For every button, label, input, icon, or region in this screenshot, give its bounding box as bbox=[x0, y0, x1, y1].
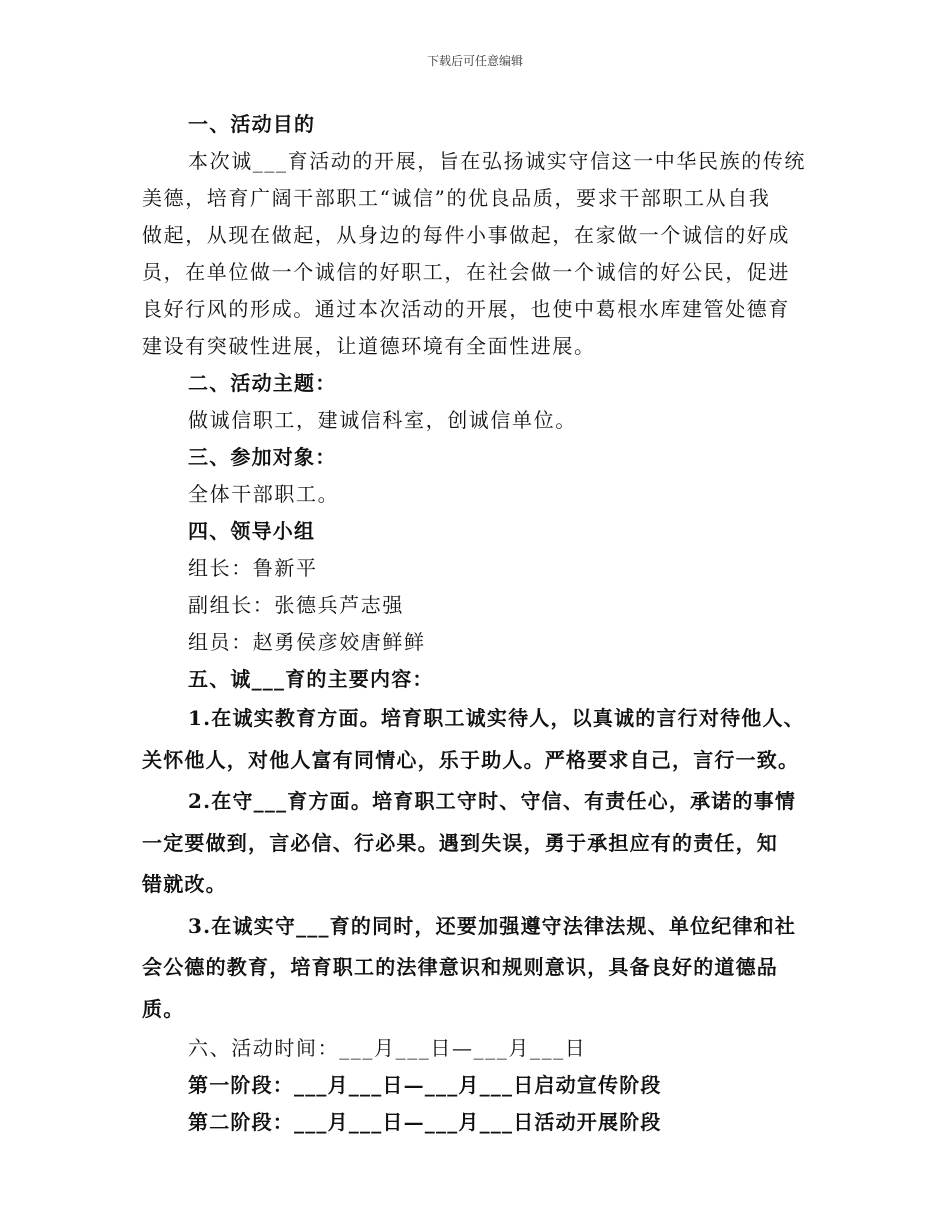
group-members: 组员：赵勇侯彦姣唐鲜鲜 bbox=[188, 630, 426, 654]
text-line: 美德，培育广阔干部职工“诚信”的优良品质，要求干部职工从自我 bbox=[142, 186, 771, 210]
content-item-2 bbox=[142, 781, 832, 906]
text-line: 良好行风的形成。通过本次活动的开展，也使中葛根水库建管处德育 bbox=[142, 297, 790, 321]
text-line: 做起，从现在做起，从身边的每件小事做起，在家做一个诚信的好成 bbox=[142, 223, 790, 247]
document-body bbox=[142, 106, 832, 1141]
text-line: 本次诚___育活动的开展，旨在弘扬诚实守信这一中华民族的传统 bbox=[188, 149, 806, 173]
text-line: 1.在诚实教育方面。培育职工诚实待人，以真诚的言行对待他人、 bbox=[188, 706, 805, 730]
text-line: 2.在守___育方面。培育职工守时、守信、有责任心，承诺的事情 bbox=[188, 789, 797, 813]
text-line: 错就改。 bbox=[142, 872, 227, 896]
text-line: 会公德的教育，培育职工的法律意识和规则意识，具备良好的道德品 bbox=[142, 955, 778, 979]
content-item-1 bbox=[142, 698, 832, 781]
heading-main-content: 五、诚___育的主要内容： bbox=[188, 667, 434, 691]
text-line: 关怀他人，对他人富有同情心，乐于助人。严格要求自己，言行一致。 bbox=[142, 747, 800, 772]
text-line: 一定要做到，言必信、行必果。遇到失误，勇于承担应有的责任，知 bbox=[142, 830, 778, 855]
page-header: 下载后可任意编辑 bbox=[426, 54, 523, 68]
activity-time: 六、活动时间：___月___日—___月___日 bbox=[188, 1036, 587, 1060]
content-item-3 bbox=[142, 906, 832, 1031]
heading-participants: 三、参加对象： bbox=[188, 445, 337, 469]
activity-theme-text: 做诚信职工，建诚信科室，创诚信单位。 bbox=[188, 408, 577, 432]
paragraph-activity-purpose bbox=[142, 143, 832, 365]
heading-activity-purpose: 一、活动目的 bbox=[188, 112, 316, 136]
text-line: 质。 bbox=[142, 996, 185, 1021]
text-line: 3.在诚实守___育的同时，还要加强遵守法律法规、单位纪律和社 bbox=[188, 913, 797, 938]
phase-one: 第一阶段：___月___日—___月___日启动宣传阶段 bbox=[188, 1073, 662, 1097]
participants-text: 全体干部职工。 bbox=[188, 482, 340, 506]
heading-leadership-group: 四、领导小组 bbox=[188, 519, 316, 543]
group-leader: 组长：鲁新平 bbox=[188, 556, 318, 580]
heading-activity-theme: 二、活动主题： bbox=[188, 371, 337, 395]
text-line: 建设有突破性进展，让道德环境有全面性进展。 bbox=[142, 334, 596, 358]
text-line: 员，在单位做一个诚信的好职工，在社会做一个诚信的好公民，促进 bbox=[142, 260, 790, 284]
phase-two: 第二阶段：___月___日—___月___日活动开展阶段 bbox=[188, 1110, 662, 1134]
deputy-group-leader: 副组长：张德兵芦志强 bbox=[188, 593, 404, 617]
